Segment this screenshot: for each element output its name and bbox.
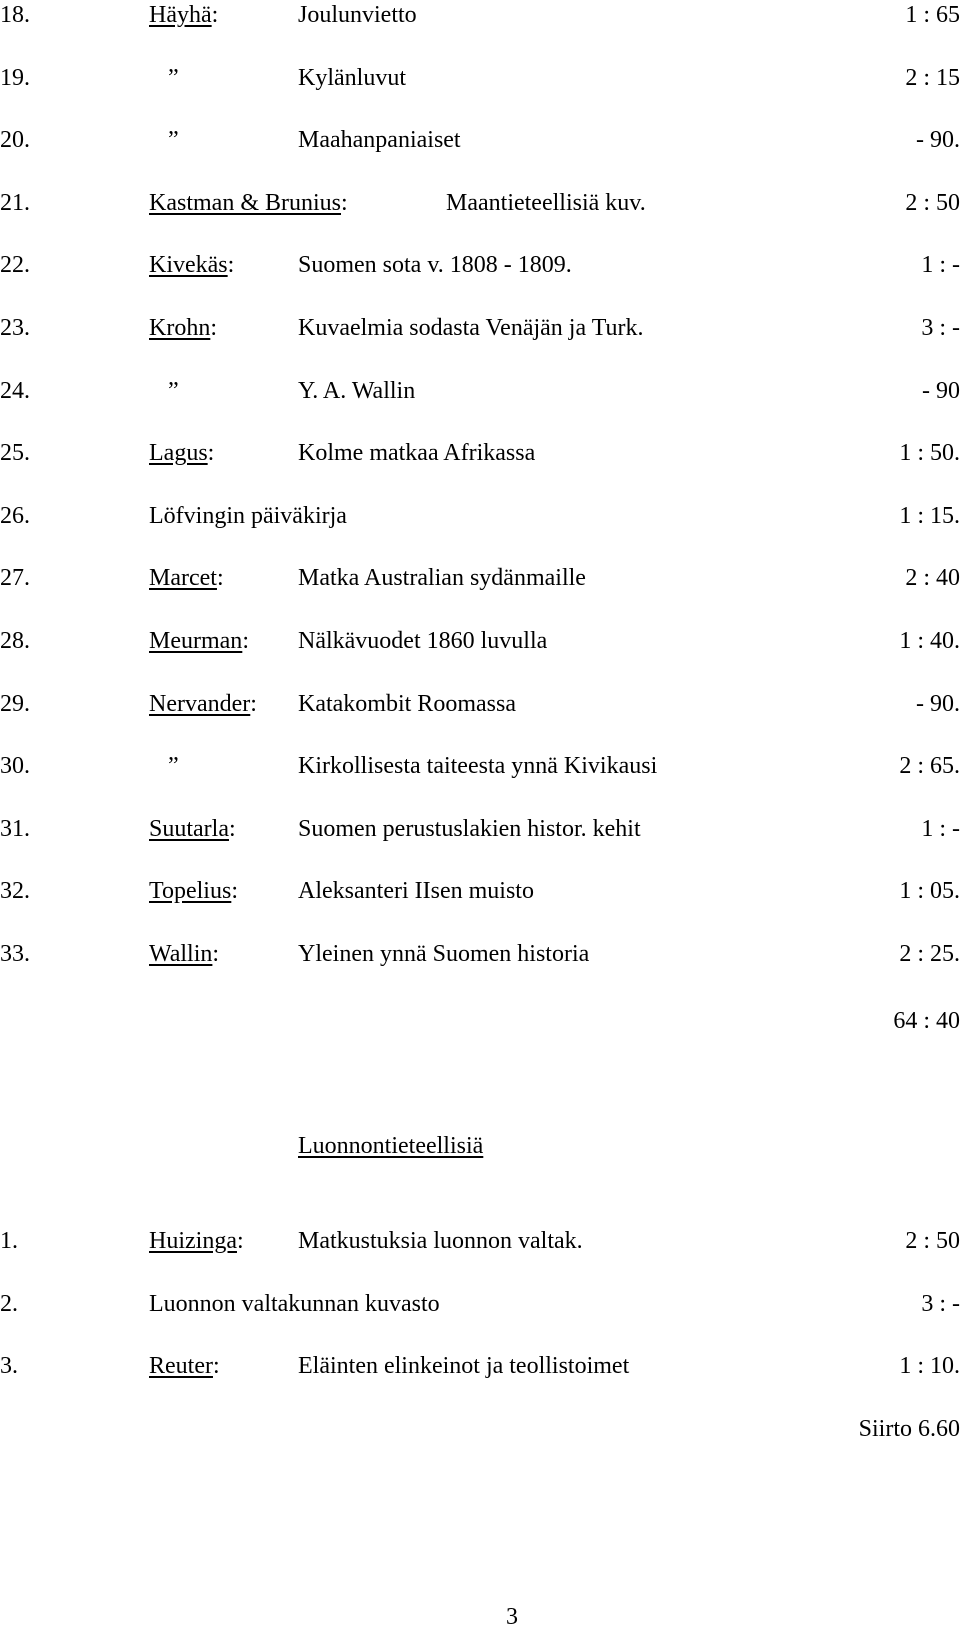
entry-author (149, 1226, 244, 1256)
entry-title: Maantieteellisiä kuv. (446, 189, 646, 216)
entry-number: 32. (0, 878, 30, 905)
entry-author (149, 250, 234, 280)
author-colon: : (216, 565, 224, 592)
list-item (0, 1289, 960, 1319)
entry-price: 2 : 15 (905, 64, 960, 91)
entry-price: 2 : 40 (905, 565, 960, 592)
entry-author (149, 876, 238, 906)
author-name: Topelius (149, 878, 232, 905)
entry-title: Matkustuksia luonnon valtak. (298, 1228, 583, 1254)
entry-price: 1 : 50. (899, 440, 960, 467)
ditto-mark: ” (168, 753, 179, 780)
entry-title: Yleinen ynnä Suomen historia (298, 941, 590, 967)
entry-author (149, 939, 219, 969)
author-name: Kastman & Brunius (149, 189, 341, 216)
list-item (0, 751, 960, 781)
entry-title: Joulunvietto (298, 2, 417, 28)
entry-number: 31. (0, 815, 30, 842)
entry-number: 2. (0, 1290, 18, 1317)
entry-number: 20. (0, 127, 30, 154)
entry-author (149, 438, 214, 468)
entry-price: 3 : - (921, 315, 960, 341)
author-name: Nervander (149, 690, 251, 717)
entry-number: 24. (0, 377, 30, 404)
author-name: Wallin (149, 941, 213, 967)
entry-title: Eläinten elinkeinot ja teollistoimet (298, 1353, 630, 1380)
list-item (0, 250, 960, 280)
entry-price: 2 : 50 (905, 1228, 960, 1254)
entry-price: - 90. (916, 127, 960, 154)
list-item (0, 689, 960, 719)
list-item (0, 376, 960, 406)
carry-over-total: Siirto 6.60 (858, 1416, 960, 1442)
list-item (0, 939, 960, 969)
entry-title: Nälkävuodet 1860 luvulla (298, 628, 548, 654)
entry-price: 1 : - (921, 815, 960, 842)
author-name: Kivekäs (149, 252, 228, 279)
list-item (0, 438, 960, 468)
entry-title: Kirkollisesta taiteesta ynnä Kivikausi (298, 753, 658, 780)
ditto-mark: ” (168, 127, 179, 154)
author-colon: : (242, 628, 249, 654)
entry-title: Suomen sota v. 1808 - 1809. (298, 252, 572, 279)
list-item (0, 313, 960, 343)
ditto-mark: ” (168, 377, 179, 404)
author-colon: : (227, 252, 235, 279)
entry-price: 1 : 65 (905, 2, 960, 28)
author-colon: : (210, 315, 217, 341)
entry-title: Löfvingin päiväkirja (149, 502, 347, 529)
entry-title: Y. A. Wallin (298, 377, 416, 404)
entry-number: 27. (0, 565, 30, 592)
list-item (0, 814, 960, 844)
author-colon: : (212, 1353, 220, 1380)
entry-title: Kuvaelmia sodasta Venäjän ja Turk. (298, 315, 644, 341)
entry-price: 3 : - (921, 1290, 960, 1317)
entry-number: 18. (0, 2, 30, 28)
entry-title: Matka Australian sydänmaille (298, 565, 586, 592)
entry-price: 1 : 10. (899, 1353, 960, 1380)
list-item (0, 1226, 960, 1256)
entry-author (149, 0, 218, 30)
author-colon: : (341, 189, 348, 216)
entry-author (149, 563, 224, 593)
entry-title: Kylänluvut (298, 64, 406, 91)
entry-title: Kolme matkaa Afrikassa (298, 440, 536, 467)
list-item (0, 1351, 960, 1381)
entry-number: 30. (0, 753, 30, 780)
entry-title: Aleksanteri IIsen muisto (298, 878, 534, 905)
entry-author (149, 626, 249, 656)
entry-author (149, 689, 257, 719)
entry-price: 2 : 25. (899, 941, 960, 967)
entry-number: 3. (0, 1353, 18, 1380)
author-name: Suutarla (149, 815, 229, 842)
author-colon: : (236, 1228, 244, 1254)
entry-number: 21. (0, 189, 30, 216)
entry-price: 2 : 50 (905, 189, 960, 216)
author-name: Reuter (149, 1353, 213, 1380)
list-item (0, 626, 960, 656)
entry-author (149, 814, 236, 844)
author-name: Huizinga (149, 1228, 237, 1254)
ditto-mark: ” (168, 64, 179, 91)
entry-author (149, 188, 348, 218)
entry-price: 1 : - (921, 252, 960, 279)
entry-number: 23. (0, 315, 30, 341)
entry-author (149, 1351, 220, 1381)
entry-price: - 90. (916, 690, 960, 717)
author-name: Häyhä (149, 2, 212, 28)
entry-price: 2 : 65. (899, 753, 960, 780)
author-name: Marcet (149, 565, 217, 592)
author-colon: : (212, 941, 220, 967)
section-heading: Luonnontieteellisiä (298, 1133, 484, 1159)
list-item (0, 876, 960, 906)
entry-number: 25. (0, 440, 30, 467)
author-name: Meurman (149, 628, 243, 654)
entry-price: 1 : 15. (899, 502, 960, 529)
subtotal: 64 : 40 (893, 1008, 960, 1034)
author-name: Lagus (149, 440, 208, 467)
entry-title: Katakombit Roomassa (298, 690, 516, 717)
entry-number: 19. (0, 64, 30, 91)
entry-title: Suomen perustuslakien histor. kehit (298, 815, 641, 842)
list-item (0, 63, 960, 93)
list-item (0, 563, 960, 593)
entry-author (149, 313, 217, 343)
entry-title: Luonnon valtakunnan kuvasto (149, 1290, 440, 1317)
entry-price: 1 : 40. (899, 628, 960, 654)
list-item (0, 0, 960, 30)
entry-number: 28. (0, 628, 30, 654)
entry-title: Maahanpaniaiset (298, 127, 461, 154)
list-item (0, 125, 960, 155)
author-name: Krohn (149, 315, 211, 341)
author-colon: : (250, 690, 257, 717)
entry-number: 33. (0, 941, 30, 967)
list-item (0, 188, 960, 218)
entry-price: 1 : 05. (899, 878, 960, 905)
list-item (0, 501, 960, 531)
author-colon: : (228, 815, 236, 842)
entry-number: 26. (0, 502, 30, 529)
entry-number: 22. (0, 252, 30, 279)
entry-number: 29. (0, 690, 30, 717)
author-colon: : (207, 440, 215, 467)
page-number: 3 (506, 1604, 518, 1630)
author-colon: : (211, 2, 219, 28)
entry-number: 1. (0, 1228, 18, 1254)
entry-price: - 90 (922, 377, 960, 404)
author-colon: : (231, 878, 238, 905)
